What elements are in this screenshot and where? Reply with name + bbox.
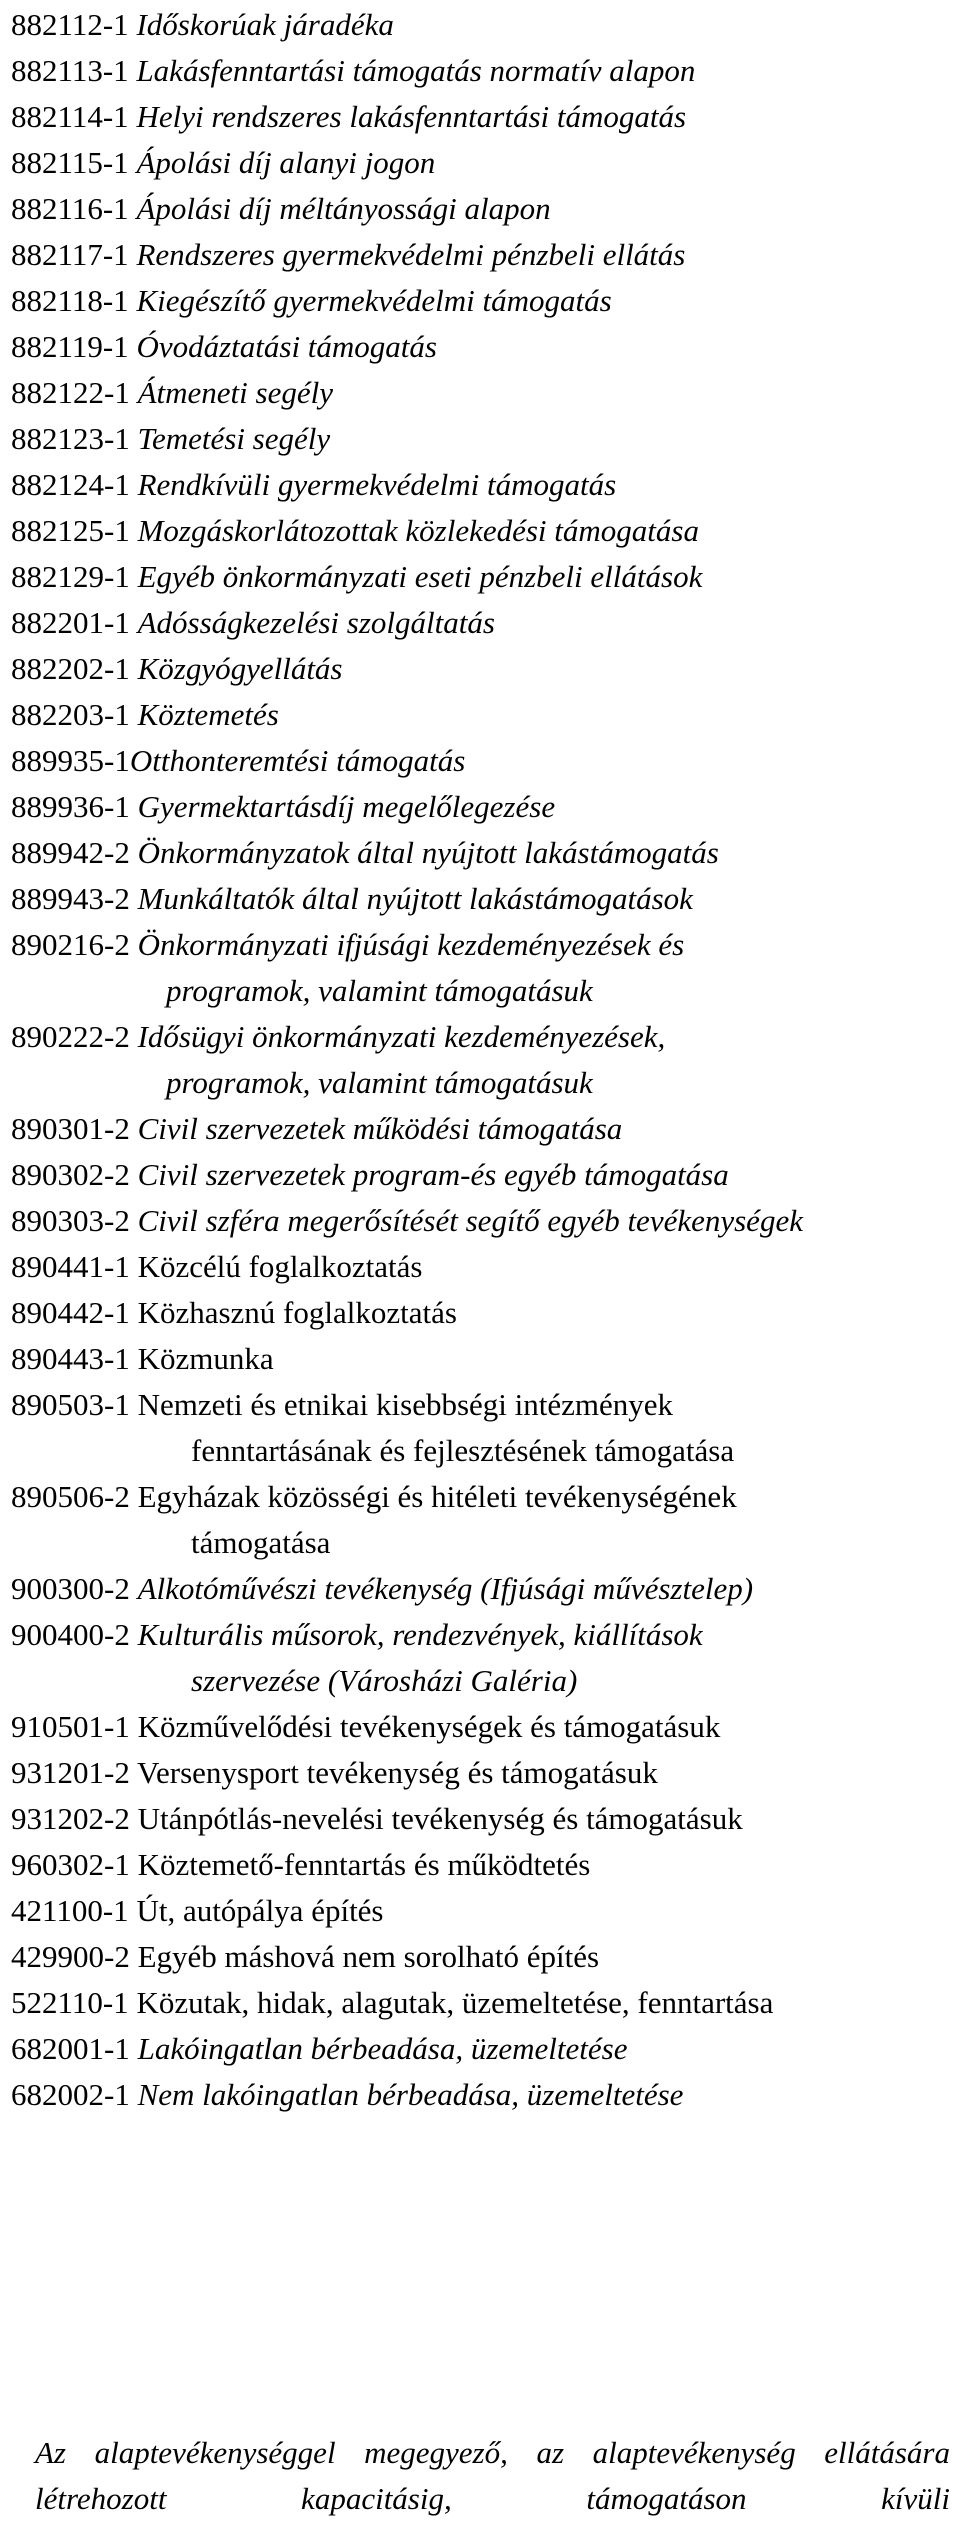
activity-entry: [11, 600, 955, 646]
activity-entry: [11, 1014, 955, 1106]
activity-entry: [11, 324, 955, 370]
activity-description: Út, autópálya építés: [136, 1893, 384, 1928]
activity-entry: [11, 738, 955, 784]
activity-entry: [11, 1474, 955, 1566]
footer-paragraph: Az alaptevékenységgel megegyező, az alaptevékenység ellátására létrehozott kapacitásig, támogatáson kívüli: [35, 2435, 950, 2516]
activity-code: 889935-1: [11, 743, 130, 778]
activity-entry: [11, 784, 955, 830]
activity-code: 889936-1: [11, 789, 130, 824]
activity-description: Óvodáztatási támogatás: [136, 329, 437, 364]
activity-description: Civil szféra megerősítését segítő egyéb tevékenységek: [137, 1203, 803, 1238]
activity-code: 421100-1: [11, 1893, 129, 1928]
activity-code: 882119-1: [11, 329, 129, 364]
activity-description: Versenysport tevékenység és támogatásuk: [137, 1755, 658, 1790]
activity-description: Kulturális műsorok, rendezvények, kiállítások: [137, 1617, 703, 1652]
activity-description: Rendkívüli gyermekvédelmi támogatás: [137, 467, 617, 502]
activity-entry: [11, 1290, 955, 1336]
activity-code: 910501-1: [11, 1709, 130, 1744]
activity-entry: [11, 1566, 955, 1612]
activity-description: Helyi rendszeres lakásfenntartási támogatás: [136, 99, 687, 134]
activity-code: 882113-1: [11, 53, 129, 88]
activity-entry: [11, 48, 955, 94]
activity-entry: [11, 830, 955, 876]
activity-entry: [11, 1704, 955, 1750]
activity-description-continued: támogatása: [191, 1525, 331, 1560]
activity-description: Közcélú foglalkoztatás: [137, 1249, 423, 1284]
activity-description: Önkormányzati ifjúsági kezdeményezések és: [137, 927, 685, 962]
activity-code: 931201-2: [11, 1755, 130, 1790]
activity-entry: [11, 2072, 955, 2118]
activity-code: 522110-1: [11, 1985, 129, 2020]
activity-code: 429900-2: [11, 1939, 130, 1974]
activity-code: 882114-1: [11, 99, 129, 134]
activity-description: Idősügyi önkormányzati kezdeményezések,: [137, 1019, 666, 1054]
activity-description: Adósságkezelési szolgáltatás: [137, 605, 495, 640]
activity-entry: [11, 1842, 955, 1888]
activity-entry: [11, 922, 955, 1014]
activity-description: Temetési segély: [137, 421, 331, 456]
activity-description: Rendszeres gyermekvédelmi pénzbeli ellátás: [136, 237, 686, 272]
activity-entry: [11, 2, 955, 48]
activity-code: 882201-1: [11, 605, 130, 640]
activity-description-continued: fenntartásának és fejlesztésének támogatása: [191, 1433, 735, 1468]
activity-entry: [11, 94, 955, 140]
activity-description: Közgyógyellátás: [137, 651, 343, 686]
activity-entry: [11, 462, 955, 508]
activity-description: Ápolási díj alanyi jogon: [136, 145, 436, 180]
activity-code: 882203-1: [11, 697, 130, 732]
activity-code: 682001-1: [11, 2031, 130, 2066]
activity-code: 890216-2: [11, 927, 130, 962]
activity-code: 882129-1: [11, 559, 130, 594]
activity-entry: [11, 370, 955, 416]
activity-entry: [11, 2026, 955, 2072]
activity-description: Mozgáskorlátozottak közlekedési támogatása: [137, 513, 699, 548]
activity-entry: [11, 1612, 955, 1704]
activity-code: 890301-2: [11, 1111, 130, 1146]
activity-description: Nemzeti és etnikai kisebbségi intézmények: [137, 1387, 674, 1422]
activity-code: 890442-1: [11, 1295, 130, 1330]
activity-description: Nem lakóingatlan bérbeadása, üzemeltetése: [137, 2077, 684, 2112]
activity-description: Kiegészítő gyermekvédelmi támogatás: [136, 283, 612, 318]
activity-code: 882115-1: [11, 145, 129, 180]
activity-entry: [11, 186, 955, 232]
activity-description: Alkotóművészi tevékenység (Ifjúsági művésztelep): [137, 1571, 754, 1606]
activity-code: 882117-1: [11, 237, 129, 272]
activity-entry: [11, 1336, 955, 1382]
activity-description: Közhasznú foglalkoztatás: [137, 1295, 457, 1330]
activity-entry: [11, 278, 955, 324]
activity-description: Köztemetés: [137, 697, 279, 732]
activity-description: Köztemető-fenntartás és működtetés: [137, 1847, 591, 1882]
activity-entry: [11, 1244, 955, 1290]
activity-entry: [11, 876, 955, 922]
activity-description: Közutak, hidak, alagutak, üzemeltetése, fenntartása: [136, 1985, 774, 2020]
activity-code: 882123-1: [11, 421, 130, 456]
activity-description: Egyházak közösségi és hitéleti tevékenységének: [137, 1479, 737, 1514]
activity-description: Munkáltatók által nyújtott lakástámogatások: [137, 881, 693, 916]
activity-entry: [11, 1152, 955, 1198]
activity-code-list: [11, 2, 955, 2118]
activity-code: 890302-2: [11, 1157, 130, 1192]
activity-description: Egyéb önkormányzati eseti pénzbeli ellátások: [137, 559, 703, 594]
activity-code: 882202-1: [11, 651, 130, 686]
activity-entry: [11, 1796, 955, 1842]
activity-description: Közművelődési tevékenységek és támogatásuk: [137, 1709, 721, 1744]
activity-description: Időskorúak járadéka: [136, 7, 394, 42]
activity-code: 882122-1: [11, 375, 130, 410]
activity-description: Lakóingatlan bérbeadása, üzemeltetése: [137, 2031, 628, 2066]
activity-entry: [11, 232, 955, 278]
activity-description: Lakásfenntartási támogatás normatív alapon: [136, 53, 696, 88]
activity-entry: [11, 1934, 955, 1980]
activity-entry: [11, 692, 955, 738]
activity-code: 890303-2: [11, 1203, 130, 1238]
activity-entry: [11, 554, 955, 600]
activity-entry: [11, 1198, 955, 1244]
activity-description: Civil szervezetek program-és egyéb támogatása: [137, 1157, 729, 1192]
activity-description: Otthonteremtési támogatás: [129, 743, 466, 778]
activity-code: 890222-2: [11, 1019, 130, 1054]
activity-description: Civil szervezetek működési támogatása: [137, 1111, 623, 1146]
activity-description: Gyermektartásdíj megelőlegezése: [137, 789, 556, 824]
activity-code: 882112-1: [11, 7, 129, 42]
activity-code: 882118-1: [11, 283, 129, 318]
activity-entry: [11, 1382, 955, 1474]
activity-code: 890441-1: [11, 1249, 130, 1284]
activity-entry: [11, 508, 955, 554]
activity-description-continued: programok, valamint támogatásuk: [166, 1065, 593, 1100]
activity-description: Ápolási díj méltányossági alapon: [136, 191, 551, 226]
activity-code: 889943-2: [11, 881, 130, 916]
activity-description-continued: szervezése (Városházi Galéria): [191, 1663, 578, 1698]
activity-description: Utánpótlás-nevelési tevékenység és támogatásuk: [137, 1801, 743, 1836]
activity-entry: [11, 416, 955, 462]
activity-code: 890443-1: [11, 1341, 130, 1376]
activity-description: Önkormányzatok által nyújtott lakástámogatás: [137, 835, 719, 870]
activity-code: 931202-2: [11, 1801, 130, 1836]
activity-code: 882124-1: [11, 467, 130, 502]
activity-code: 889942-2: [11, 835, 130, 870]
activity-code: 890506-2: [11, 1479, 130, 1514]
activity-code: 882116-1: [11, 191, 129, 226]
activity-description: Közmunka: [137, 1341, 274, 1376]
activity-entry: [11, 1750, 955, 1796]
activity-entry: [11, 1106, 955, 1152]
activity-code: 882125-1: [11, 513, 130, 548]
activity-description-continued: programok, valamint támogatásuk: [166, 973, 593, 1008]
activity-entry: [11, 646, 955, 692]
activity-entry: [11, 140, 955, 186]
activity-code: 890503-1: [11, 1387, 130, 1422]
activity-code: 900300-2: [11, 1571, 130, 1606]
activity-description: Átmeneti segély: [137, 375, 333, 410]
activity-entry: [11, 1980, 955, 2026]
activity-entry: [11, 1888, 955, 1934]
activity-code: 900400-2: [11, 1617, 130, 1652]
activity-code: 960302-1: [11, 1847, 130, 1882]
activity-description: Egyéb máshová nem sorolható építés: [137, 1939, 600, 1974]
activity-code: 682002-1: [11, 2077, 130, 2112]
